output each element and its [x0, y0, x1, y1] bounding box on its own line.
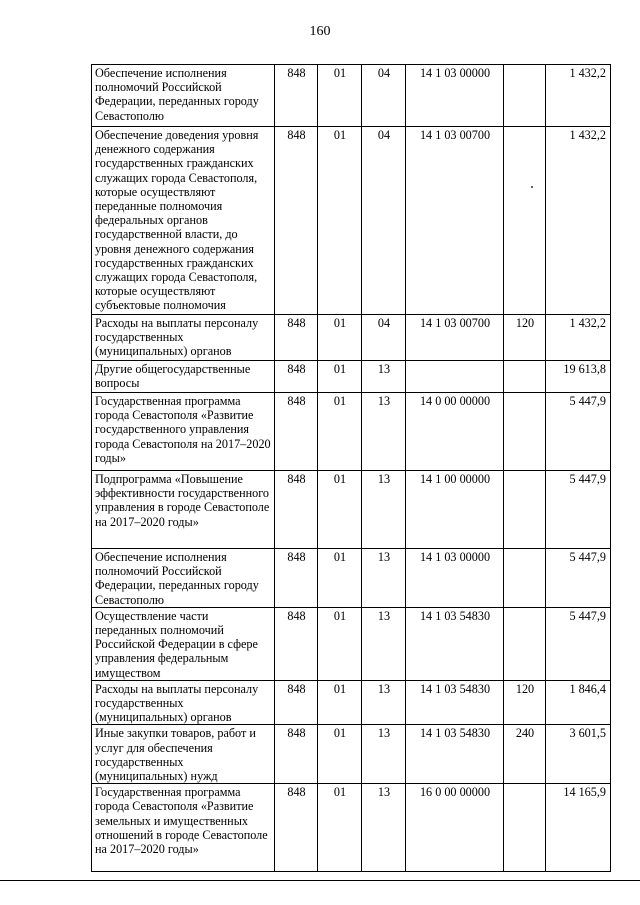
section-code: 01: [318, 680, 362, 725]
subsection-code: 13: [362, 725, 406, 784]
section-code: 01: [318, 549, 362, 608]
amount: 1 432,2: [546, 65, 611, 127]
amount: 1 432,2: [546, 315, 611, 361]
ministry-code: 848: [275, 127, 318, 315]
subsection-code: 13: [362, 607, 406, 680]
amount: 5 447,9: [546, 471, 611, 549]
expense-type-code: [504, 393, 546, 471]
table-row: [92, 65, 611, 127]
ministry-code: 848: [275, 315, 318, 361]
target-code: 14 1 03 54830: [406, 607, 504, 680]
row-name: Обеспечение исполнения полномочий Российской Федерации, переданных городу Севастополю: [92, 65, 275, 127]
target-code: 14 1 03 00000: [406, 65, 504, 127]
expense-type-code: 240: [504, 725, 546, 784]
section-code: 01: [318, 393, 362, 471]
expense-type-code: [504, 549, 546, 608]
row-name: Государственная программа города Севастополя «Развитие земельных и имущественных отношений в городе Севастополе на 2017–2020 годы»: [92, 784, 275, 872]
subsection-code: 13: [362, 471, 406, 549]
expense-type-code: [504, 471, 546, 549]
table-row: [92, 315, 611, 361]
row-name: Расходы на выплаты персоналу государственных (муниципальных) органов: [92, 680, 275, 725]
row-name: Государственная программа города Севастополя «Развитие государственного управления города Севастополя на 2017–2020 годы»: [92, 393, 275, 471]
page-number: 160: [309, 24, 331, 39]
expense-type-code: [504, 127, 546, 315]
table-row: [92, 361, 611, 393]
amount: 1 846,4: [546, 680, 611, 725]
ministry-code: 848: [275, 471, 318, 549]
ministry-code: 848: [275, 607, 318, 680]
row-name: Подпрограмма «Повышение эффективности государственного управления в городе Севастополе на 2017–2020 годы»: [92, 471, 275, 549]
expense-type-code: [504, 784, 546, 872]
ministry-code: 848: [275, 393, 318, 471]
ministry-code: 848: [275, 680, 318, 725]
table-row: [92, 680, 611, 725]
target-code: [406, 361, 504, 393]
section-code: 01: [318, 127, 362, 315]
target-code: 14 0 00 00000: [406, 393, 504, 471]
amount: 5 447,9: [546, 393, 611, 471]
target-code: 14 1 03 00700: [406, 315, 504, 361]
section-code: 01: [318, 471, 362, 549]
table-row: [92, 127, 611, 315]
subsection-code: 13: [362, 393, 406, 471]
section-code: 01: [318, 784, 362, 872]
subsection-code: 04: [362, 315, 406, 361]
expense-type-code: 120: [504, 680, 546, 725]
amount: 5 447,9: [546, 607, 611, 680]
bottom-rule: [0, 880, 640, 881]
amount: 1 432,2: [546, 127, 611, 315]
section-code: 01: [318, 315, 362, 361]
target-code: 14 1 03 00000: [406, 549, 504, 608]
table-row: [92, 725, 611, 784]
target-code: 16 0 00 00000: [406, 784, 504, 872]
row-name: Обеспечение исполнения полномочий Российской Федерации, переданных городу Севастополю: [92, 549, 275, 608]
row-name: Другие общегосударственные вопросы: [92, 361, 275, 393]
expense-type-code: 120: [504, 315, 546, 361]
subsection-code: 13: [362, 680, 406, 725]
target-code: 14 1 03 00700: [406, 127, 504, 315]
section-code: 01: [318, 725, 362, 784]
ministry-code: 848: [275, 725, 318, 784]
amount: 5 447,9: [546, 549, 611, 608]
table-row: [92, 784, 611, 872]
section-code: 01: [318, 607, 362, 680]
table-row: [92, 607, 611, 680]
section-code: 01: [318, 361, 362, 393]
row-name: Расходы на выплаты персоналу государственных (муниципальных) органов: [92, 315, 275, 361]
amount: 19 613,8: [546, 361, 611, 393]
row-name: Осуществление части переданных полномочий Российской Федерации в сфере управления федеральным имуществом: [92, 607, 275, 680]
budget-table: [91, 64, 611, 872]
table-row: [92, 471, 611, 549]
target-code: 14 1 00 00000: [406, 471, 504, 549]
row-name: Обеспечение доведения уровня денежного содержания государственных гражданских служащих города Севастополя, которые осуществляют переданные полномочия федеральных органов государственной власти, до уровня денежного содержания государственных гражданских служащих города Севастополя, которые осуществляют субъектовые полномочия: [92, 127, 275, 315]
subsection-code: 04: [362, 65, 406, 127]
ministry-code: 848: [275, 784, 318, 872]
ministry-code: 848: [275, 361, 318, 393]
expense-type-code: [504, 361, 546, 393]
scan-speck: [531, 186, 533, 188]
expense-type-code: [504, 607, 546, 680]
ministry-code: 848: [275, 65, 318, 127]
amount: 3 601,5: [546, 725, 611, 784]
section-code: 01: [318, 65, 362, 127]
subsection-code: 04: [362, 127, 406, 315]
target-code: 14 1 03 54830: [406, 725, 504, 784]
target-code: 14 1 03 54830: [406, 680, 504, 725]
table-row: [92, 393, 611, 471]
row-name: Иные закупки товаров, работ и услуг для обеспечения государственных (муниципальных) нужд: [92, 725, 275, 784]
subsection-code: 13: [362, 784, 406, 872]
subsection-code: 13: [362, 549, 406, 608]
ministry-code: 848: [275, 549, 318, 608]
amount: 14 165,9: [546, 784, 611, 872]
table-row: [92, 549, 611, 608]
subsection-code: 13: [362, 361, 406, 393]
expense-type-code: [504, 65, 546, 127]
